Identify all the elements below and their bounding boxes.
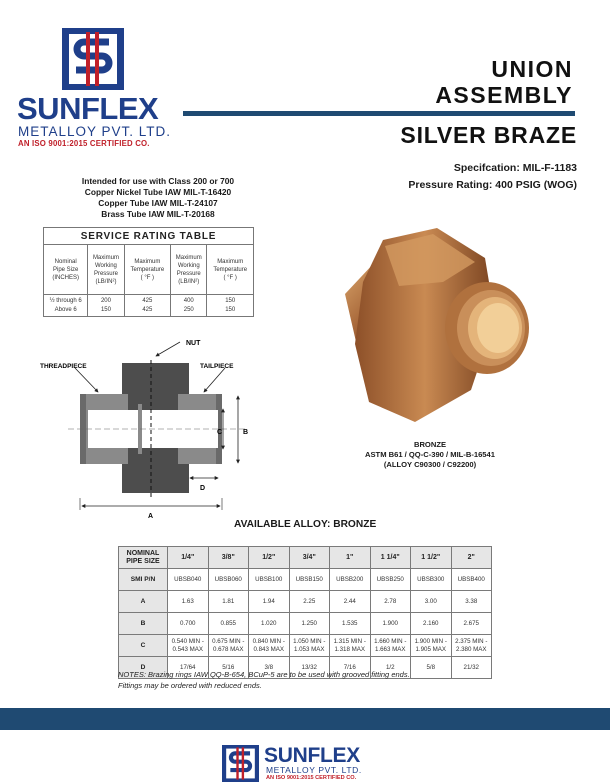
cell-line: 400 xyxy=(183,297,194,304)
notes-block xyxy=(118,670,410,691)
product-title-line1: UNION xyxy=(491,56,573,82)
cell-line: UBSB060 xyxy=(214,575,242,583)
dimensions-cell xyxy=(208,591,249,613)
dimensions-row xyxy=(119,635,492,657)
header-line: NOMINAL xyxy=(126,549,160,557)
dimensions-cell xyxy=(451,657,492,679)
nominal-pipe-size-header xyxy=(119,547,168,569)
size-header: 1/4" xyxy=(168,547,209,569)
cell-line: 21/32 xyxy=(463,663,479,671)
cell-line: UBSB400 xyxy=(457,575,485,583)
dimensions-cell xyxy=(208,635,249,657)
header-line: Maximum xyxy=(134,258,161,265)
dimensions-cell xyxy=(249,613,290,635)
service-rating-header xyxy=(124,245,171,295)
dimensions-row-label: A xyxy=(119,591,168,613)
size-header: 2" xyxy=(451,547,492,569)
dimensions-cell xyxy=(289,635,330,657)
cell-line: 425 xyxy=(142,306,153,313)
dimensions-cell xyxy=(249,569,290,591)
dimensions-cell xyxy=(411,569,452,591)
cell-line: Above 6 xyxy=(54,306,77,313)
dimensions-cell xyxy=(370,569,411,591)
note-line: Fittings may be ordered with reduced ends. xyxy=(118,680,262,690)
cell-line: 0.700 xyxy=(180,619,196,627)
dimensions-cell xyxy=(451,635,492,657)
cell-line: 200 xyxy=(100,297,111,304)
dimensions-row xyxy=(119,613,492,635)
cell-line: 0.540 MIN - xyxy=(171,637,204,645)
cell-line: 1.663 MAX xyxy=(374,645,406,653)
service-rating-title: SERVICE RATING TABLE xyxy=(44,228,254,245)
dimensions-header-row xyxy=(119,547,492,569)
cell-line: 3/8 xyxy=(264,663,274,671)
cell-line: 13/32 xyxy=(301,663,317,671)
dimensions-cell xyxy=(168,591,209,613)
union-cross-section-drawing xyxy=(40,330,280,520)
footer-band xyxy=(0,708,610,730)
cell-line: 0.543 MAX xyxy=(172,645,204,653)
product-title-line2: ASSEMBLY xyxy=(435,82,573,108)
cell-line: 1.660 MIN - xyxy=(374,637,407,645)
size-header: 1 1/2" xyxy=(411,547,452,569)
dimensions-cell xyxy=(208,569,249,591)
footer-brand-name: SUNFLEX xyxy=(264,744,360,767)
header-line: Pressure xyxy=(93,270,118,277)
cell-line: 2.375 MIN - xyxy=(455,637,488,645)
dim-c-label: C xyxy=(216,429,222,436)
cell-line: UBSB040 xyxy=(174,575,202,583)
intended-line: Copper Tube IAW MIL-T-24107 xyxy=(98,198,218,208)
footer-brand-certification: AN ISO 9001:2015 CERTIFIED CO. xyxy=(266,775,357,781)
service-rating-cell xyxy=(207,295,254,317)
union-photo xyxy=(325,222,535,434)
dimensions-cell xyxy=(411,635,452,657)
intended-line: Brass Tube IAW MIL-T-20168 xyxy=(101,209,215,219)
cell-line: 5/16 xyxy=(222,663,235,671)
dimensions-cell xyxy=(451,613,492,635)
sunflex-logo-icon xyxy=(62,28,124,90)
service-rating-cell xyxy=(88,295,124,317)
cell-line: 1.318 MAX xyxy=(334,645,366,653)
cell-line: UBSB300 xyxy=(417,575,445,583)
cell-line: 150 xyxy=(100,306,111,313)
dimensions-row-label: SMI P/N xyxy=(119,569,168,591)
dimensions-cell xyxy=(168,569,209,591)
header-line: (LB/IN²) xyxy=(178,278,200,285)
cell-line: ½ through 6 xyxy=(49,297,82,304)
nut-label: NUT xyxy=(186,340,201,347)
service-rating-table xyxy=(43,227,254,317)
cell-line: 1.900 xyxy=(382,619,398,627)
dimensions-cell xyxy=(168,613,209,635)
dimensions-cell xyxy=(370,591,411,613)
service-rating-header xyxy=(88,245,124,295)
cell-line: UBSB200 xyxy=(336,575,364,583)
cell-line: UBSB250 xyxy=(376,575,404,583)
dimensions-cell xyxy=(249,635,290,657)
cell-line: 1.535 xyxy=(342,619,358,627)
header-line: Pressure xyxy=(176,270,201,277)
dimensions-cell xyxy=(370,635,411,657)
intended-line: Intended for use with Class 200 or 700 xyxy=(81,176,235,186)
cell-line: 7/16 xyxy=(343,663,356,671)
cell-line: 150 xyxy=(225,297,236,304)
cell-line: 425 xyxy=(142,297,153,304)
header-line: (LB/IN²) xyxy=(95,278,117,285)
cell-line: UBSB150 xyxy=(295,575,323,583)
header-line: Temperature xyxy=(130,266,165,273)
service-rating-cell xyxy=(44,295,88,317)
service-rating-cell xyxy=(171,295,207,317)
cell-line: 0.843 MAX xyxy=(253,645,285,653)
cell-line: 1.250 xyxy=(301,619,317,627)
available-alloy: AVAILABLE ALLOY: BRONZE xyxy=(234,519,377,530)
dimensions-cell xyxy=(451,569,492,591)
header-line: ( °F ) xyxy=(140,274,155,281)
caption-line: (ALLOY C90300 / C92200) xyxy=(383,460,477,469)
photo-caption xyxy=(320,440,540,470)
dimensions-row-label: B xyxy=(119,613,168,635)
dimensions-cell xyxy=(330,569,371,591)
cell-line: 2.380 MAX xyxy=(455,645,487,653)
header-line: Temperature xyxy=(213,266,248,273)
cell-line: UBSB100 xyxy=(255,575,283,583)
dimensions-cell xyxy=(411,591,452,613)
header-line: ( °F ) xyxy=(223,274,237,281)
tailpiece-label: TAILPIECE xyxy=(200,363,234,370)
service-rating-header xyxy=(171,245,207,295)
cell-line: 0.855 xyxy=(220,619,236,627)
intended-use-block xyxy=(40,176,276,220)
dimensions-table xyxy=(118,546,492,679)
cell-line: 250 xyxy=(183,306,194,313)
header-line: Nominal xyxy=(54,258,77,265)
size-header: 3/8" xyxy=(208,547,249,569)
dimensions-cell xyxy=(289,591,330,613)
footer-brand-subtitle: METALLOY PVT. LTD. xyxy=(266,765,362,775)
dimensions-row-label: D xyxy=(119,657,168,679)
dimensions-cell xyxy=(411,657,452,679)
cell-line: 1.94 xyxy=(262,597,275,605)
service-rating-cell xyxy=(124,295,171,317)
dimensions-cell xyxy=(330,635,371,657)
product-title-line3: SILVER BRAZE xyxy=(400,122,577,148)
intended-line: Copper Nickel Tube IAW MIL-T-16420 xyxy=(84,187,232,197)
cell-line: 1.900 MIN - xyxy=(414,637,447,645)
brand-name: SUNFLEX xyxy=(17,91,159,126)
header-line: Working xyxy=(177,262,200,269)
size-header: 3/4" xyxy=(289,547,330,569)
cell-line: 1.053 MAX xyxy=(293,645,325,653)
cell-line: 1.905 MAX xyxy=(415,645,447,653)
caption-line: ASTM B61 / QQ-C-390 / MIL-B-16541 xyxy=(365,450,495,459)
cell-line: 1.63 xyxy=(181,597,194,605)
dimensions-cell xyxy=(208,613,249,635)
pressure-rating-text: Pressure Rating: 400 PSIG (WOG) xyxy=(408,179,577,191)
dimensions-cell xyxy=(451,591,492,613)
brand-certification: AN ISO 9001:2015 CERTIFIED CO. xyxy=(18,139,150,148)
dimensions-row xyxy=(119,569,492,591)
sunflex-footer-logo-icon xyxy=(222,745,259,782)
header-line: Maximum xyxy=(217,258,244,265)
dimensions-row-label: C xyxy=(119,635,168,657)
dimensions-cell xyxy=(249,591,290,613)
size-header: 1/2" xyxy=(249,547,290,569)
dimensions-cell xyxy=(168,635,209,657)
cell-line: 2.675 xyxy=(463,619,479,627)
dimensions-cell xyxy=(411,613,452,635)
header-line: (INCHES) xyxy=(52,274,79,281)
dimensions-cell xyxy=(330,591,371,613)
dim-b-label: B xyxy=(243,429,249,436)
cell-line: 5/8 xyxy=(426,663,436,671)
dimensions-cell xyxy=(330,613,371,635)
cell-line: 2.160 xyxy=(423,619,439,627)
dimensions-cell xyxy=(370,613,411,635)
note-line: NOTES: Brazing rings IAW QQ-B-654, BCuP-5 are to be used with grooved fitting ends. xyxy=(118,670,410,679)
header-line: Pipe Size xyxy=(52,266,79,273)
cell-line: 3.38 xyxy=(465,597,478,605)
title-divider xyxy=(183,111,575,116)
cell-line: 2.78 xyxy=(384,597,397,605)
cell-line: 1.315 MIN - xyxy=(333,637,366,645)
cell-line: 2.25 xyxy=(303,597,316,605)
cell-line: 0.678 MAX xyxy=(212,645,244,653)
cell-line: 17/64 xyxy=(180,663,196,671)
cell-line: 1.050 MIN - xyxy=(293,637,326,645)
cell-line: 3.00 xyxy=(424,597,437,605)
header-line: Working xyxy=(95,262,117,269)
cell-line: 1/2 xyxy=(385,663,395,671)
cell-line: 0.840 MIN - xyxy=(252,637,285,645)
cell-line: 1.020 xyxy=(261,619,277,627)
cell-line: 2.44 xyxy=(343,597,356,605)
cell-line: 150 xyxy=(225,306,236,313)
threadpiece-label: THREADPIECE xyxy=(40,363,87,370)
specification-text: Specifcation: MIL-F-1183 xyxy=(453,162,577,174)
header-line: Maximum xyxy=(175,254,202,261)
brand-subtitle: METALLOY PVT. LTD. xyxy=(18,124,172,139)
dim-a-label: A xyxy=(148,513,154,520)
header-line: PIPE SIZE xyxy=(126,557,160,565)
cell-line: 1.81 xyxy=(222,597,235,605)
dimensions-row xyxy=(119,591,492,613)
caption-line: BRONZE xyxy=(413,440,447,449)
dim-d-label: D xyxy=(200,485,206,492)
size-header: 1" xyxy=(330,547,371,569)
dimensions-cell xyxy=(289,613,330,635)
cell-line: 0.675 MIN - xyxy=(212,637,245,645)
service-rating-header xyxy=(207,245,254,295)
header-line: Maximum xyxy=(92,254,119,261)
service-rating-header xyxy=(44,245,88,295)
size-header: 1 1/4" xyxy=(370,547,411,569)
dimensions-cell xyxy=(289,569,330,591)
